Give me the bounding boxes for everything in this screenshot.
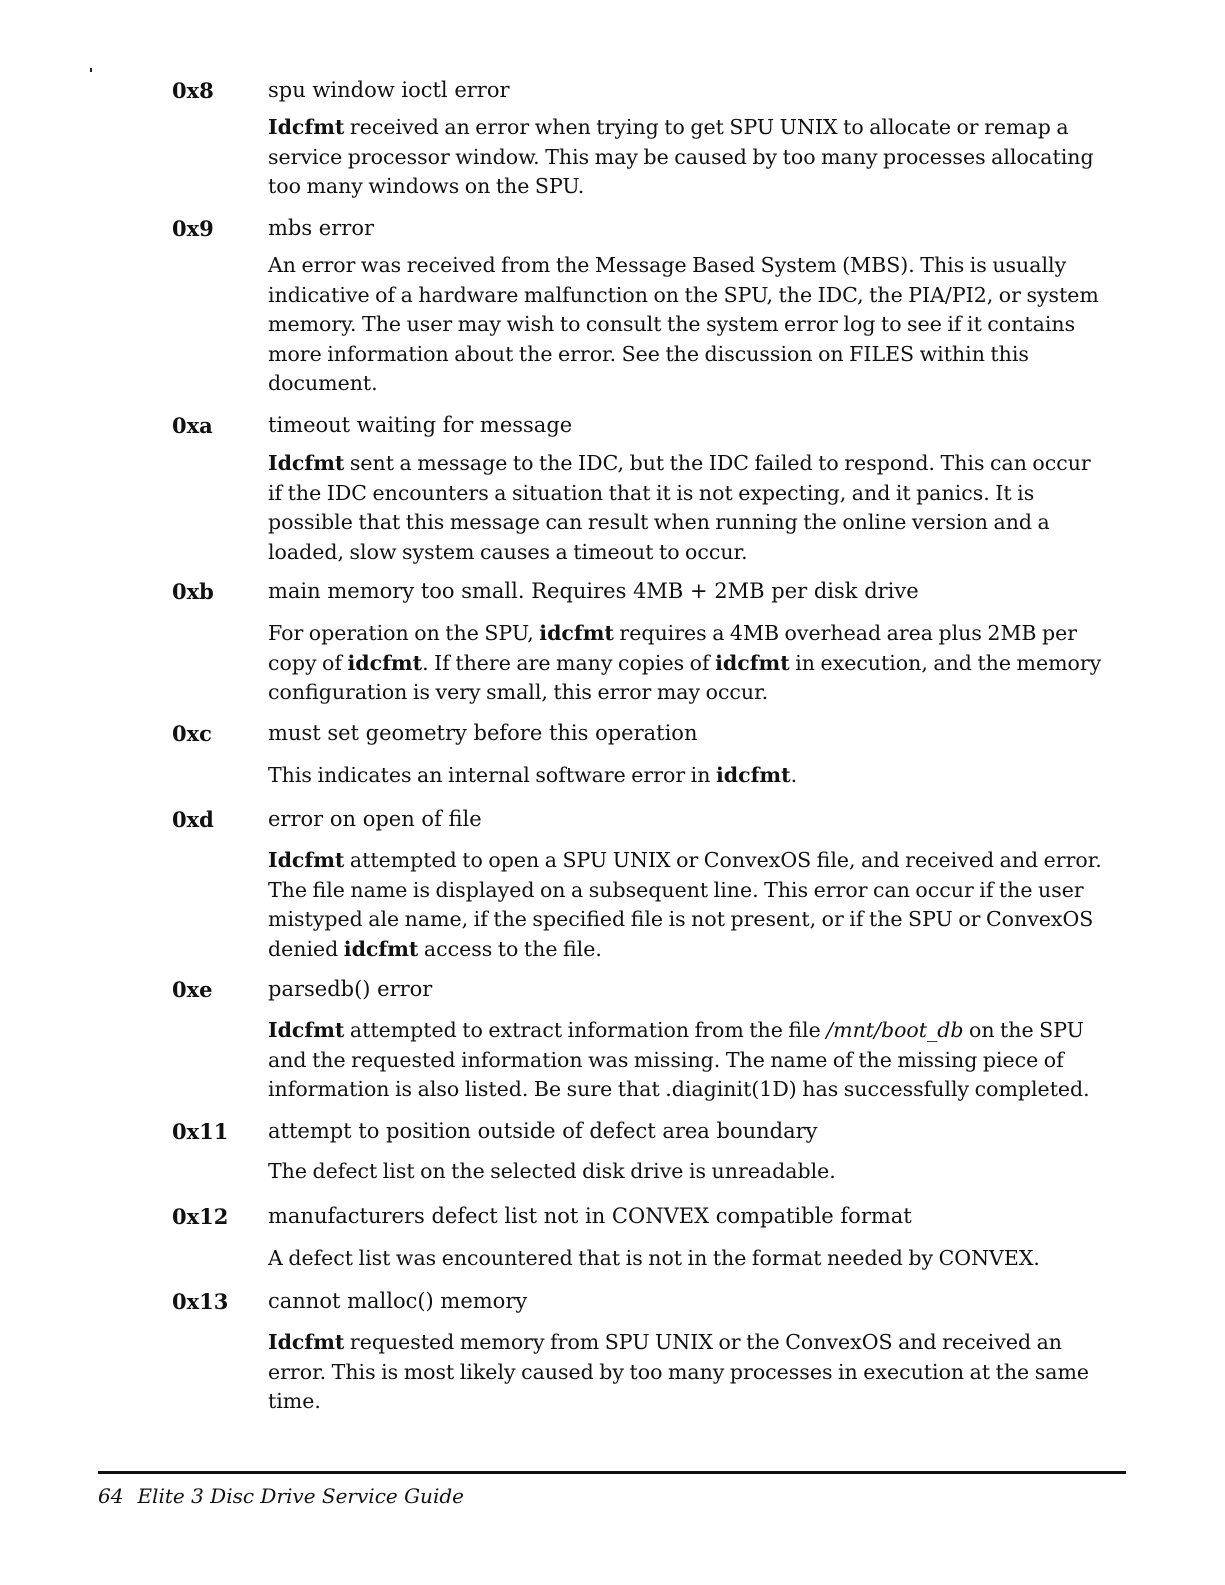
error-description — [268, 1016, 1108, 1105]
scan-mark — [90, 68, 92, 72]
error-title: must set geometry before this operation — [268, 721, 698, 745]
description-text: requires a 4MB overhead area plus 2MB per copy of — [268, 621, 1078, 675]
command-name: idcfmt — [715, 650, 790, 675]
error-title: mbs error — [268, 216, 374, 240]
description-text: . If there are many copies of — [422, 650, 716, 675]
description-text: attempted to open a SPU UNIX or ConvexOS file, and received and error. The file name is displayed on a subsequent line. This error can occur if the user mistyped ale name, if the specified file is not present, or if the SPU or ConvexOS denied — [268, 848, 1102, 961]
error-title: error on open of file — [268, 807, 482, 831]
error-code: 0x13 — [172, 1289, 229, 1314]
command-name: idcfmt — [343, 936, 419, 961]
description-text: For operation on the SPU, — [268, 621, 540, 645]
description-text: attempted to extract information from the file — [344, 1018, 827, 1042]
error-code: 0xe — [172, 977, 213, 1002]
error-title: attempt to position outside of defect area boundary — [268, 1119, 818, 1143]
error-description — [268, 846, 1108, 964]
error-description — [268, 761, 1108, 791]
description-text: . — [790, 763, 798, 787]
description-text: This indicates an internal software error in — [268, 763, 716, 787]
error-description — [268, 1328, 1108, 1417]
error-title: parsedb() error — [268, 977, 433, 1001]
command-name: idcfmt — [347, 650, 423, 675]
description-text: on the SPU and the requested information was missing. The name of the missing piece of information is also listed. Be sure that .diaginit(1D) has successfully completed. — [268, 1018, 1090, 1102]
error-code: 0xa — [172, 413, 213, 438]
error-description — [268, 619, 1108, 708]
command-name: Idcfmt — [268, 848, 345, 872]
description-text: requested memory from SPU UNIX or the ConvexOS and received an error. This is most likely caused by too many processes in execution at the same time. — [268, 1330, 1090, 1414]
file-path: /mnt/boot_db — [826, 1018, 964, 1042]
description-text: received an error when trying to get SPU UNIX to allocate or remap a service processor window. This may be caused by too many processes allocating too many windows on the SPU. — [268, 115, 1094, 199]
description-text: An error was received from the Message Based System (MBS). This is usually indicative of a hardware malfunction on the SPU, the IDC, the PIA/PI2, or system memory. The user may wish to consult the system error log to see if it contains more information about the error. See the discussion on FILES within this document. — [268, 253, 1099, 396]
error-title: main memory too small. Requires 4MB + 2MB per disk drive — [268, 579, 919, 603]
description-text: access to the file. — [418, 936, 602, 961]
error-code: 0x12 — [172, 1204, 229, 1229]
command-name: idcfmt — [715, 763, 791, 787]
footer-rule — [98, 1471, 1126, 1474]
error-title: cannot malloc() memory — [268, 1289, 528, 1313]
description-text: sent a message to the IDC, but the IDC failed to respond. This can occur if the IDC encounters a situation that it is not expecting, and it panics. It is possible that this message can result when running the online version and a loaded, slow system causes a timeout to occur. — [268, 451, 1091, 564]
error-title: timeout waiting for message — [268, 413, 573, 437]
guide-title: Elite 3 Disc Drive Service Guide — [137, 1484, 464, 1508]
command-name: Idcfmt — [268, 115, 345, 139]
command-name: Idcfmt — [268, 1018, 345, 1042]
command-name: idcfmt — [539, 621, 614, 645]
error-description — [268, 1157, 1108, 1187]
error-title: spu window ioctl error — [268, 78, 510, 102]
error-code: 0xd — [172, 807, 214, 832]
page-number: 64 — [98, 1484, 124, 1508]
error-description — [268, 251, 1108, 399]
command-name: Idcfmt — [268, 1330, 345, 1354]
description-text: A defect list was encountered that is not in the format needed by CONVEX. — [268, 1246, 1040, 1270]
command-name: Idcfmt — [268, 451, 345, 475]
error-code: 0xc — [172, 721, 212, 746]
error-description — [268, 1244, 1108, 1274]
description-text: The defect list on the selected disk drive is unreadable. — [268, 1159, 836, 1183]
error-description — [268, 113, 1108, 202]
error-code: 0x8 — [172, 78, 214, 103]
error-description — [268, 449, 1108, 567]
error-code: 0x9 — [172, 216, 214, 241]
error-code: 0x11 — [172, 1119, 229, 1144]
page-footer — [98, 1483, 464, 1509]
description-text: in execution, and the memory configuration is very small, this error may occur. — [268, 650, 1102, 705]
error-title: manufacturers defect list not in CONVEX compatible format — [268, 1204, 912, 1228]
error-code: 0xb — [172, 579, 214, 604]
